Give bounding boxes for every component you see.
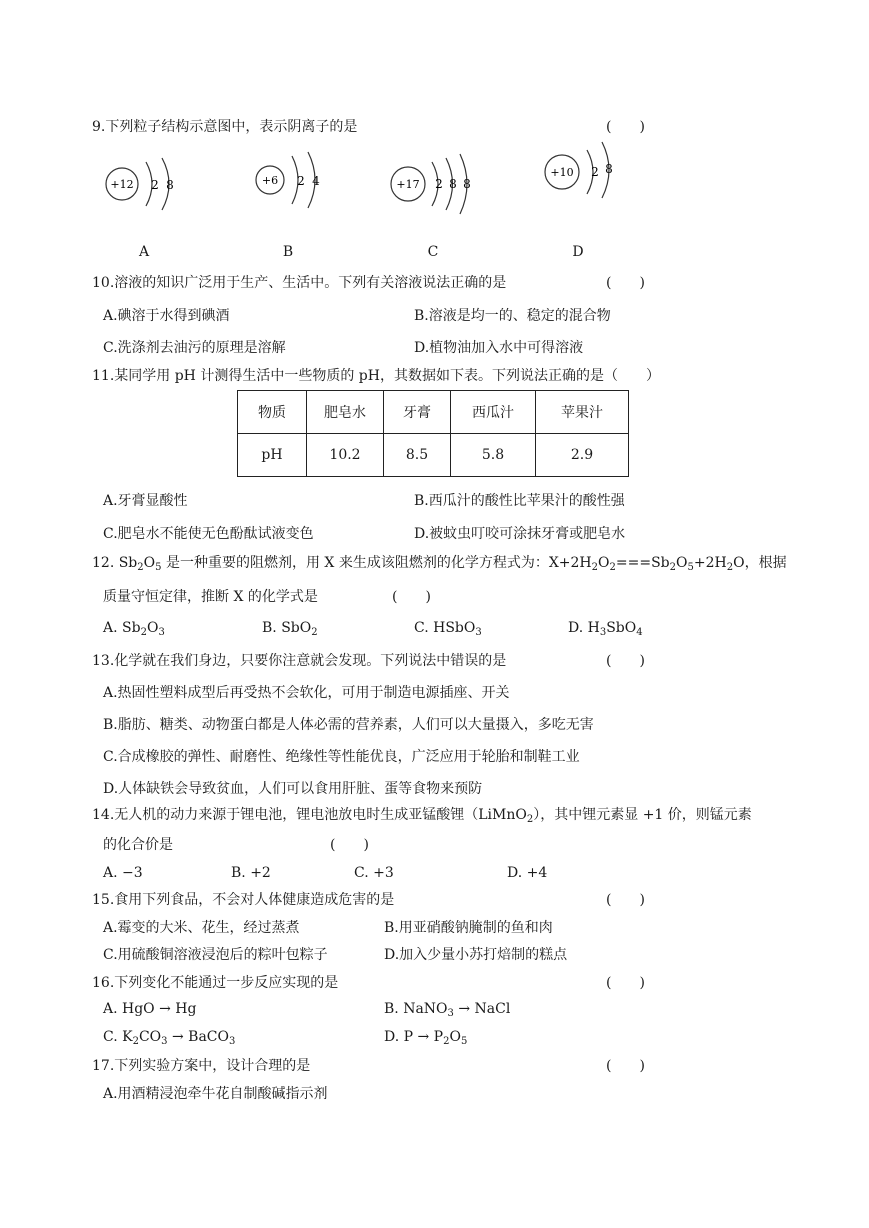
table-cell: 2.9 <box>536 434 629 477</box>
atom-diagram-a <box>100 150 190 220</box>
q14-option-b: B. +2 <box>231 865 271 881</box>
q16-option-c: C. $K_2CO_3$ → BaCO$_3$ <box>103 1029 236 1047</box>
q13-stem: 13.化学就在我们身边，只要你注意就会发现。下列说法中错误的是 <box>92 653 507 669</box>
q10-answer-paren: ( ) <box>606 275 645 291</box>
shell-a-1: 2 <box>151 178 159 192</box>
q10-option-d: D.植物油加入水中可得溶液 <box>414 340 584 356</box>
q14-option-a: A. −3 <box>103 865 143 881</box>
q15-stem: 15.食用下列食品，不会对人体健康造成危害的是 <box>92 892 395 908</box>
shell-d-1: 2 <box>591 165 599 179</box>
q10-option-a: A.碘溶于水得到碘酒 <box>103 308 230 324</box>
table-header-cell: 肥皂水 <box>307 391 384 434</box>
q10-option-c: C.洗涤剂去油污的原理是溶解 <box>103 340 286 356</box>
diagram-label-d: D <box>572 244 584 260</box>
table-cell: pH <box>238 434 307 477</box>
q14-option-c: C. +3 <box>354 865 394 881</box>
table-row <box>238 434 629 477</box>
q12-stem: 12. $Sb_2O_5$ 是一种重要的阻燃剂，用 X 来生成该阻燃剂的化学方程式为：$X+2H_2O_2===Sb_2O_5+2H_2O$，根据 <box>92 555 787 573</box>
shell-b-2: 4 <box>312 174 320 188</box>
q13-option-c: C.合成橡胶的弹性、耐磨性、绝缘性等性能优良，广泛应用于轮胎和制鞋工业 <box>103 749 580 765</box>
q12-stem-line2: 质量守恒定律，推断 X 的化学式是 <box>103 589 318 605</box>
q14-option-d: D. +4 <box>507 865 548 881</box>
q15-option-a: A.霉变的大米、花生，经过蒸煮 <box>103 920 300 936</box>
q11-option-a: A.牙膏显酸性 <box>103 493 188 509</box>
q11-option-d: D.被蚊虫叮咬可涂抹牙膏或肥皂水 <box>414 526 626 542</box>
nucleus-c: +17 <box>396 178 420 191</box>
diagram-label-b: B <box>282 244 294 260</box>
nucleus-a: +12 <box>110 178 134 191</box>
q16-option-b: B. NaNO$_3$ → NaCl <box>384 1001 511 1019</box>
shell-b-1: 2 <box>297 174 305 188</box>
q12-option-c: C. HSbO$_3$ <box>414 620 482 638</box>
q15-option-d: D.加入少量小苏打焙制的糕点 <box>384 947 568 963</box>
q10-option-b: B.溶液是均一的、稳定的混合物 <box>414 308 611 324</box>
table-header-cell: 牙膏 <box>384 391 451 434</box>
q16-option-d: D. $P \to P_2O_5$ <box>384 1029 468 1047</box>
q10-stem: 10.溶液的知识广泛用于生产、生活中。下列有关溶液说法正确的是 <box>92 275 507 291</box>
shell-a-2: 8 <box>166 178 174 192</box>
q16-stem: 16.下列变化不能通过一步反应实现的是 <box>92 975 339 991</box>
shell-c-2: 8 <box>449 177 457 191</box>
q12-option-d: D. $H_3SbO_4$ <box>568 620 643 638</box>
table-cell: 10.2 <box>307 434 384 477</box>
atom-diagram-c <box>386 148 486 218</box>
q11-stem: 11.某同学用 pH 计测得生活中一些物质的 pH，其数据如下表。下列说法正确的是（ ） <box>92 368 660 384</box>
q16-option-a: A. HgO → Hg <box>103 1001 197 1017</box>
q17-option-a: A.用酒精浸泡牵牛花自制酸碱指示剂 <box>103 1086 328 1102</box>
ph-table <box>237 390 629 477</box>
table-header-cell: 西瓜汁 <box>451 391 536 434</box>
atom-diagram-b <box>248 146 338 216</box>
q13-answer-paren: ( ) <box>606 653 645 669</box>
nucleus-d: +10 <box>550 166 574 179</box>
shell-c-3: 8 <box>463 177 471 191</box>
q12-answer-paren: ( ) <box>392 589 431 605</box>
q11-option-c: C.肥皂水不能使无色酚酞试液变色 <box>103 526 314 542</box>
q12-option-b: B. SbO$_2$ <box>262 620 318 638</box>
shell-c-1: 2 <box>435 177 443 191</box>
q14-stem-line2: 的化合价是 <box>103 837 173 853</box>
q17-stem: 17.下列实验方案中，设计合理的是 <box>92 1058 311 1074</box>
table-header-cell: 苹果汁 <box>536 391 629 434</box>
q17-answer-paren: ( ) <box>606 1058 645 1074</box>
q13-option-a: A.热固性塑料成型后再受热不会软化，可用于制造电源插座、开关 <box>103 685 510 701</box>
q9-stem: 9.下列粒子结构示意图中，表示阴离子的是 <box>92 119 358 135</box>
q11-option-b: B.西瓜汁的酸性比苹果汁的酸性强 <box>414 493 625 509</box>
table-cell: 8.5 <box>384 434 451 477</box>
q14-stem: 14.无人机的动力来源于锂电池，锂电池放电时生成亚锰酸锂（LiMnO$_2$），其中锂元素显 +1 价，则锰元素 <box>92 807 752 825</box>
q13-option-d: D.人体缺铁会导致贫血，人们可以食用肝脏、蛋等食物来预防 <box>103 781 483 797</box>
table-cell: 5.8 <box>451 434 536 477</box>
q14-answer-paren: ( ) <box>330 837 369 853</box>
table-header-cell: 物质 <box>238 391 307 434</box>
table-header-row <box>238 391 629 434</box>
q12-option-a: A. $Sb_2O_3$ <box>103 620 165 638</box>
diagram-label-a: A <box>138 244 150 260</box>
q9-answer-paren: ( ) <box>606 119 645 135</box>
q15-option-c: C.用硫酸铜溶液浸泡后的粽叶包粽子 <box>103 947 328 963</box>
atom-diagram-d <box>540 138 630 208</box>
q15-answer-paren: ( ) <box>606 892 645 908</box>
q15-option-b: B.用亚硝酸钠腌制的鱼和肉 <box>384 920 553 936</box>
q16-answer-paren: ( ) <box>606 975 645 991</box>
nucleus-b: +6 <box>261 174 279 187</box>
shell-d-2: 8 <box>605 162 613 176</box>
q13-option-b: B.脂肪、糖类、动物蛋白都是人体必需的营养素，人们可以大量摄入，多吃无害 <box>103 717 594 733</box>
diagram-label-c: C <box>427 244 439 260</box>
